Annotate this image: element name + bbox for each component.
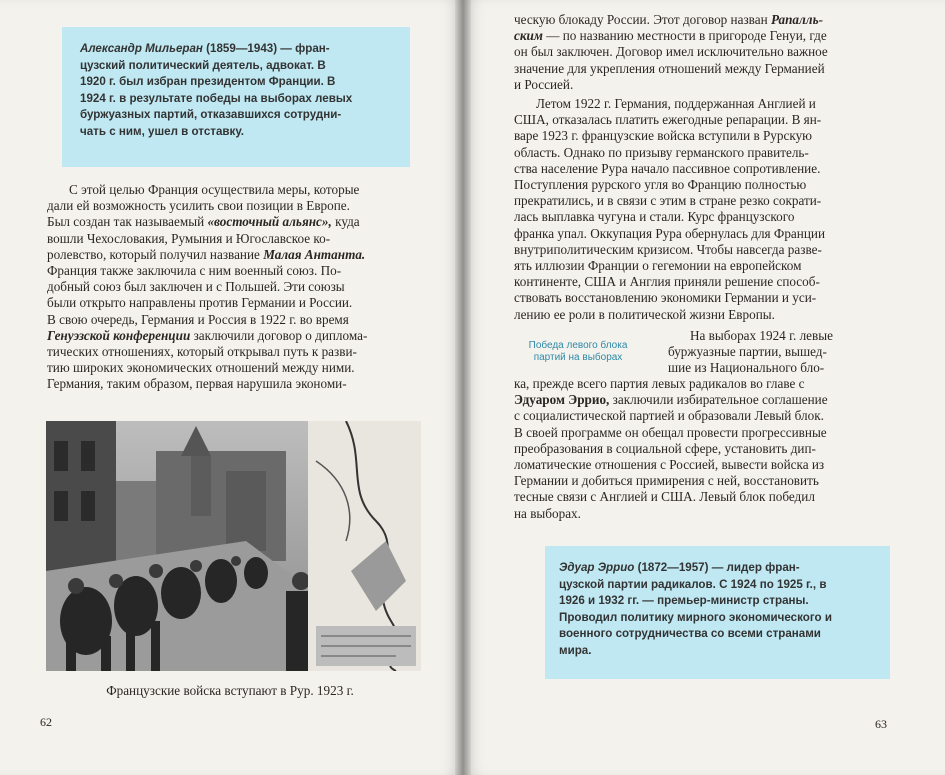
bio-name: Александр Мильеран bbox=[80, 42, 203, 55]
term-eastern-alliance: «восточный альянс», bbox=[207, 214, 332, 230]
bio-line: 1926 и 1932 гг. — премьер-министр страны. bbox=[559, 594, 809, 608]
bio-line: цузский политический деятель, адвокат. В bbox=[80, 58, 326, 72]
body-paragraph: Летом 1922 г. Германия, поддержанная Англией и США, отказалась платить ежегодные репарации. В ян- варе 1923 г. французские войска вступили в Рурскую область. Однако по призыву германского правитель- ства население Рура начало пассивное сопротивление. Поступления рурского угля во Францию полностью прекратились, и в связи с этим в стране резко сократи- лась выплавка чугуна и стали. Курс французского франка упал. Оккупация Рура обернулась для Франции внутриполитическим кризисом. Чтобы навсегда разве- ять иллюзии Франции о гегемонии на европейском континенте, США и Англия приняли решение способ- ствовать восстановлению экономики Германии и уси- лению ее роли в политической жизни Европы. bbox=[514, 96, 825, 322]
ruhr-occupation-photo bbox=[46, 421, 421, 671]
bio-line: Проводил политику мирного экономического и bbox=[559, 610, 832, 624]
term-little-entente: Малая Антанта. bbox=[263, 246, 366, 262]
person-herriot: Эдуаром Эррио, bbox=[514, 392, 610, 408]
page-number-right: 63 bbox=[875, 717, 887, 731]
bio-line: 1924 г. в результате победы на выборах левых bbox=[80, 91, 353, 105]
page-number-left: 62 bbox=[40, 715, 52, 729]
book-gutter bbox=[455, 0, 471, 775]
bio-line: цузской партии радикалов. С 1924 по 1925 г., в bbox=[559, 577, 827, 591]
body-paragraph-narrow: На выборах 1924 г. левые буржуазные партии, вышед- шие из Национального бло- bbox=[668, 328, 833, 376]
body-paragraph: С этой целью Франция осуществила меры, которые дали ей возможность усилить свои позиции в Европе. Был создан так называемый «восточный альянс», куда вошли Чехословакия, Румыния и Югославское ко- ролевство, который получил название Малая Антанта. Франция также заключила с ним военный союз. По- добный союз был заключен и с Польшей. Эти союзы были открыто направлены против Германии и России. В свою очередь, Германия и Россия в 1922 г. во время Генуэзской конференции заключили договор о диплома- тических отношениях, который открывал путь к разви- тию широких экономических отношений между ними. Германия, таким образом, первая нарушила экономи- bbox=[47, 182, 368, 392]
photo-caption: Французские войска вступают в Рур. 1923 г. bbox=[106, 683, 354, 698]
bio-line: чать с ним, ушел в отставку. bbox=[80, 124, 244, 138]
inset-map bbox=[308, 421, 421, 671]
body-paragraph: ка, прежде всего партия левых радикалов во главе с Эдуаром Эррио, заключили избирательное соглашение с социалистической партией и образовали Левый блок. В своей программе он обещал провести прогрессивные преобразования в социальной сфере, установить дип- ломатические отношения с Россией, вывести войска из Германии и добиться примирения с ней, восстановить тесные связи с Англией и США. Левый блок победил на выборах. bbox=[514, 376, 828, 521]
bio-box-millerand: Александр Мильеран (1859—1943) — фран- цузский политический деятель, адвокат. В 1920 г. был избран президентом Франции. В 1924 г. в результате победы на выборах левых буржуазных партий, отказавшихся сотрудни- чать с ним, ушел в отставку. bbox=[62, 27, 410, 167]
bio-name: Эдуар Эррио bbox=[559, 561, 635, 574]
right-page bbox=[463, 0, 945, 775]
bio-line: буржуазных партий, отказавшихся сотрудни- bbox=[80, 108, 342, 122]
bio-box-herriot: Эдуар Эррио (1872—1957) — лидер фран- цузской партии радикалов. С 1924 по 1925 г., в 1926 и 1932 гг. — премьер-министр страны. Проводил политику мирного экономического и военного сотрудничества со всеми странами мира. bbox=[545, 546, 890, 679]
photo-illustration bbox=[46, 421, 421, 671]
bio-line: 1920 г. был избран президентом Франции. В bbox=[80, 75, 336, 89]
bio-line: мира. bbox=[559, 643, 592, 657]
term-genoa-conference: Генуэзской конференции bbox=[47, 327, 191, 343]
margin-note: Победа левого блока партий на выборах bbox=[528, 340, 628, 363]
left-page bbox=[0, 0, 463, 775]
bio-line: военного сотрудничества со всеми странами bbox=[559, 627, 821, 641]
body-paragraph-continued: ческую блокаду России. Этот договор назван Рапалль- ским — по названию местности в пригороде Генуи, где он был заключен. Договор имел исключительно важное значение для укрепления отношений между Германией и Россией. bbox=[514, 12, 828, 92]
term-rapallo: Рапалль- bbox=[770, 12, 823, 27]
